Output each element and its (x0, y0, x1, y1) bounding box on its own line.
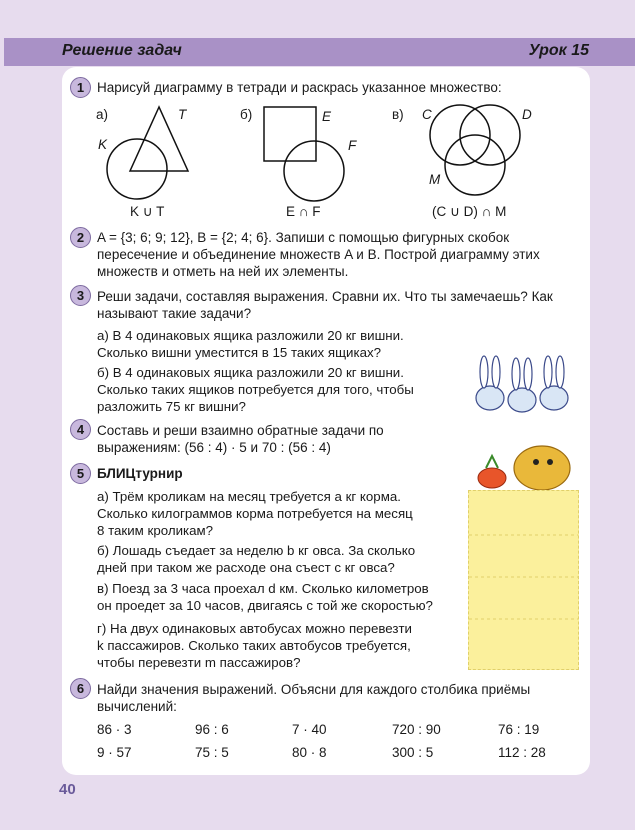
page-header (4, 38, 635, 66)
rabbits-illustration (470, 350, 582, 490)
expr-1-1: 86 · 3 (97, 722, 132, 737)
task-4-badge: 4 (70, 419, 91, 440)
task-6-line2: вычислений: (97, 699, 177, 714)
expr-1-5: 76 : 19 (498, 722, 540, 737)
diagram-b-mark: б) (240, 107, 253, 122)
circle-k (107, 139, 167, 199)
page-number: 40 (59, 781, 76, 798)
sticky-dividers (469, 491, 578, 669)
task-6-badge: 6 (70, 678, 91, 699)
task-5c-line2: он проедет за 10 часов, двигаясь с той же скоростью? (97, 598, 433, 613)
task-1-text: Нарисуй диаграмму в тетради и раскрась указанное множество: (97, 80, 502, 95)
diagram-c-mark: в) (392, 107, 404, 122)
task-5b-line1: б) Лошадь съедает за неделю b кг овса. За сколько (97, 543, 416, 558)
expr-2-4: 300 : 5 (392, 745, 434, 760)
expr-a: K ∪ T (130, 204, 165, 219)
task-5a-line2: Сколько килограммов корма потребуется на месяц (97, 506, 413, 521)
task-5a-line1: а) Трём кроликам на месяц требуется a кг корма. (97, 489, 401, 504)
circle-f (284, 141, 344, 201)
task-4-line2: выражениям: (56 : 4) · 5 и 70 : (56 : 4) (97, 440, 331, 455)
label-e: E (322, 109, 332, 124)
expr-1-3: 7 · 40 (292, 722, 327, 737)
task-5c-line1: в) Поезд за 3 часа проехал d км. Сколько километров (97, 581, 429, 596)
task-2-badge: 2 (70, 227, 91, 248)
task-3b-line3: разложить 75 кг вишни? (97, 399, 246, 414)
task-5d-line2: k пассажиров. Сколько таких автобусов требуется, (97, 638, 411, 653)
diagram-a-mark: а) (96, 107, 109, 122)
task-3a-line1: а) В 4 одинаковых ящика разложили 20 кг вишни. (97, 328, 404, 343)
task-3b-line1: б) В 4 одинаковых ящика разложили 20 кг вишни. (97, 365, 404, 380)
expr-b: E ∩ F (286, 204, 321, 219)
task-2-line3: множеств и отметь на ней их элементы. (97, 264, 349, 279)
task-5-title: БЛИЦтурнир (97, 466, 183, 481)
task-3-line2: называют такие задачи? (97, 306, 252, 321)
label-t: T (178, 107, 187, 122)
venn-diagrams (62, 67, 590, 227)
task-4-line1: Составь и реши взаимно обратные задачи по (97, 423, 384, 438)
task-3-line1: Реши задачи, составляя выражения. Сравни их. Что ты замечаешь? Как (97, 289, 553, 304)
expr-c: (C ∪ D) ∩ M (432, 204, 507, 219)
task-3b-line2: Сколько таких ящиков потребуется для того, чтобы (97, 382, 414, 397)
label-c: C (422, 107, 432, 122)
task-1-badge: 1 (70, 77, 91, 98)
expr-2-5: 112 : 28 (498, 745, 546, 760)
expr-1-2: 96 : 6 (195, 722, 229, 737)
task-3-badge: 3 (70, 285, 91, 306)
task-5a-line3: 8 таким кроликам? (97, 523, 214, 538)
label-m: M (429, 172, 441, 187)
task-3a-line2: Сколько вишни уместится в 15 таких ящиках? (97, 345, 382, 360)
label-f: F (348, 138, 357, 153)
task-5d-line3: чтобы перевезти m пассажиров? (97, 655, 301, 670)
task-2-line1: A = {3; 6; 9; 12}, B = {2; 4; 6}. Запиши с помощью фигурных скобок (97, 230, 510, 245)
task-6-line1: Найди значения выражений. Объясни для каждого столбика приёмы (97, 682, 531, 697)
sticky-note (468, 490, 579, 670)
expr-1-4: 720 : 90 (392, 722, 441, 737)
label-d: D (522, 107, 532, 122)
expr-2-3: 80 · 8 (292, 745, 327, 760)
lesson-title: Урок 15 (528, 42, 589, 59)
section-title: Решение задач (62, 42, 182, 59)
task-5d-line1: г) На двух одинаковых автобусах можно перевезти (97, 621, 412, 636)
task-5-badge: 5 (70, 463, 91, 484)
label-k: K (98, 137, 108, 152)
task-2-line2: пересечение и объединение множеств A и B. Построй диаграмму этих (97, 247, 540, 262)
expr-2-2: 75 : 5 (195, 745, 229, 760)
task-5b-line2: дней при таком же расходе она съест c кг овса? (97, 560, 395, 575)
expr-2-1: 9 · 57 (97, 745, 132, 760)
